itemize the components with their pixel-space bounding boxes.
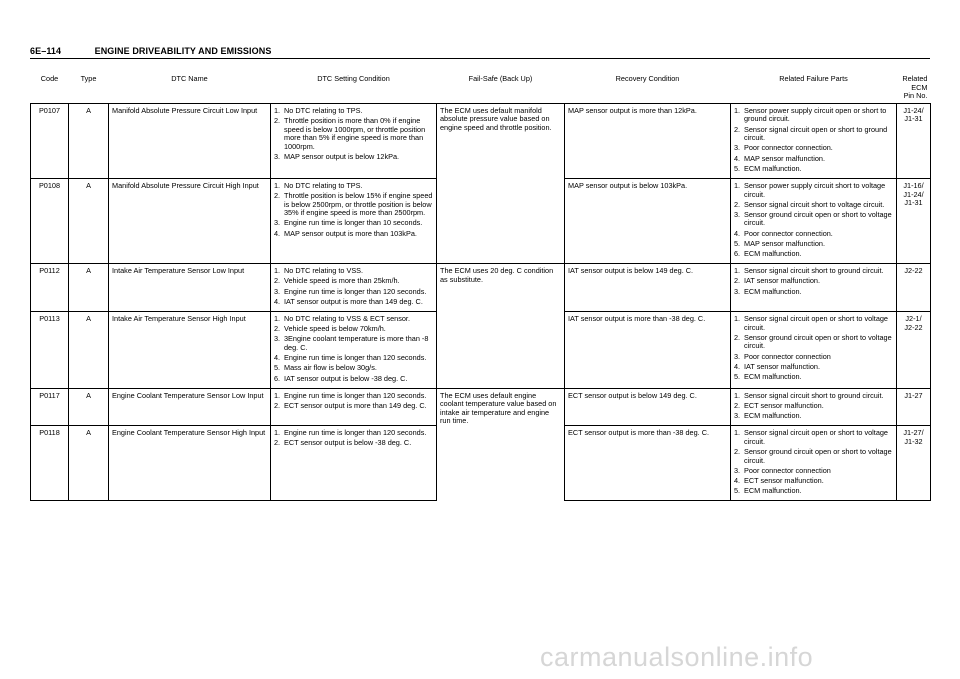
page-title: ENGINE DRIVEABILITY AND EMISSIONS bbox=[94, 46, 272, 56]
dtc-code: P0112 bbox=[31, 264, 69, 312]
list-number: 4. bbox=[734, 228, 741, 238]
list-item bbox=[274, 288, 433, 297]
list-item bbox=[734, 334, 893, 351]
list-number: 1. bbox=[734, 428, 741, 438]
list-item bbox=[274, 230, 433, 239]
list-number: 1. bbox=[734, 266, 741, 276]
header-failure-parts: Related Failure Parts bbox=[731, 72, 897, 103]
list-number: 3. bbox=[274, 218, 281, 228]
list-number: 1. bbox=[274, 105, 281, 115]
failure-parts-list bbox=[734, 429, 893, 496]
header-setting-condition: DTC Setting Condition bbox=[271, 72, 437, 103]
list-number: 1. bbox=[734, 313, 741, 323]
list-number: 3. bbox=[734, 286, 741, 296]
list-text: IAT sensor malfunction. bbox=[744, 361, 820, 371]
list-item bbox=[274, 267, 433, 276]
list-text: MAP sensor output is below 12kPa. bbox=[284, 151, 400, 161]
list-number: 6. bbox=[274, 373, 281, 383]
list-text: Sensor power supply circuit open or short to ground circuit. bbox=[744, 105, 887, 124]
list-item bbox=[734, 373, 893, 382]
list-number: 1. bbox=[734, 180, 741, 190]
list-number: 2. bbox=[274, 400, 281, 410]
dtc-type: A bbox=[69, 311, 109, 388]
list-number: 1. bbox=[274, 390, 281, 400]
list-text: Sensor signal circuit short to ground circuit. bbox=[744, 390, 884, 400]
setting-condition bbox=[271, 264, 437, 312]
list-number: 5. bbox=[734, 163, 741, 173]
list-text: Sensor ground circuit open or short to voltage circuit. bbox=[744, 447, 892, 465]
dtc-code: P0118 bbox=[31, 426, 69, 501]
list-item bbox=[274, 375, 433, 384]
pin-number: J1-16/ bbox=[903, 180, 924, 190]
failure-parts bbox=[731, 388, 897, 426]
failure-parts bbox=[731, 426, 897, 501]
list-text: Engine run time is longer than 120 seconds. bbox=[284, 286, 427, 296]
list-number: 2. bbox=[734, 447, 741, 457]
setting-condition-list bbox=[274, 392, 433, 411]
list-text: Engine run time is longer than 120 seconds. bbox=[284, 428, 427, 438]
list-item bbox=[274, 335, 433, 352]
dtc-type: A bbox=[69, 178, 109, 263]
list-item bbox=[734, 211, 893, 228]
list-text: Vehicle speed is more than 25km/h. bbox=[284, 276, 400, 286]
table-header-row bbox=[31, 72, 931, 103]
list-item bbox=[274, 107, 433, 116]
page-number: 6E–114 bbox=[30, 46, 62, 56]
list-text: Poor connector connection bbox=[744, 351, 831, 361]
list-text: Sensor signal circuit open or short to ground circuit. bbox=[744, 124, 888, 143]
list-number: 4. bbox=[274, 228, 281, 238]
list-item bbox=[734, 353, 893, 362]
list-item bbox=[734, 487, 893, 496]
list-number: 5. bbox=[734, 486, 741, 496]
list-text: MAP sensor malfunction. bbox=[744, 153, 825, 163]
list-number: 2. bbox=[274, 115, 281, 125]
page-header bbox=[30, 46, 271, 56]
ecm-pins bbox=[897, 264, 931, 312]
list-number: 4. bbox=[734, 361, 741, 371]
pin-number: J1-27 bbox=[904, 390, 923, 400]
list-item bbox=[734, 240, 893, 249]
list-text: Poor connector connection. bbox=[744, 228, 833, 238]
watermark: carmanualsonline.info bbox=[540, 642, 814, 672]
ecm-pins bbox=[897, 311, 931, 388]
list-number: 4. bbox=[274, 353, 281, 363]
pin-number: J2-1/ bbox=[905, 313, 922, 323]
list-item bbox=[734, 448, 893, 465]
dtc-type: A bbox=[69, 426, 109, 501]
list-item bbox=[734, 155, 893, 164]
failsafe-text: The ECM uses default manifold absolute pressure value based on engine speed and throttle position. bbox=[437, 103, 565, 263]
ecm-pins bbox=[897, 388, 931, 426]
list-text: No DTC relating to VSS. bbox=[284, 266, 364, 276]
list-number: 5. bbox=[734, 238, 741, 248]
list-text: Sensor signal circuit open or short to voltage circuit. bbox=[744, 428, 888, 446]
table-row bbox=[31, 264, 931, 312]
list-text: Throttle position is below 15% if engine speed is below 2500rpm, or throttle position is below 35% if engine speed is more than 2500rpm. bbox=[284, 191, 433, 218]
list-item bbox=[734, 392, 893, 401]
failure-parts bbox=[731, 178, 897, 263]
list-number: 1. bbox=[274, 266, 281, 276]
list-item bbox=[734, 467, 893, 476]
list-item bbox=[734, 250, 893, 259]
pin-number: J1-31 bbox=[904, 114, 923, 124]
list-number: 2. bbox=[734, 199, 741, 209]
list-text: 3Engine coolant temperature is more than -8 deg. C. bbox=[284, 334, 429, 352]
header-pin-line3: Pin No. bbox=[903, 91, 928, 101]
ecm-pins bbox=[897, 178, 931, 263]
list-text: ECM malfunction. bbox=[744, 411, 802, 421]
list-number: 3. bbox=[274, 151, 281, 161]
list-text: Throttle position is more than 0% if engine speed is below 1000rpm, or throttle position more than 5% if engine speed is more than 1000rpm. bbox=[284, 115, 426, 151]
list-item bbox=[734, 201, 893, 210]
list-item bbox=[274, 392, 433, 401]
dtc-type: A bbox=[69, 264, 109, 312]
table-row bbox=[31, 103, 931, 178]
list-item bbox=[734, 412, 893, 421]
dtc-name: Intake Air Temperature Sensor High Input bbox=[109, 311, 271, 388]
recovery-condition: MAP sensor output is more than 12kPa. bbox=[565, 103, 731, 178]
list-number: 2. bbox=[734, 332, 741, 342]
list-number: 3. bbox=[734, 143, 741, 153]
failure-parts bbox=[731, 264, 897, 312]
list-text: Engine run time is longer than 120 seconds. bbox=[284, 390, 427, 400]
list-number: 2. bbox=[734, 400, 741, 410]
list-item bbox=[734, 182, 893, 199]
list-number: 2. bbox=[734, 124, 741, 134]
list-text: Sensor signal circuit short to voltage circuit. bbox=[744, 199, 885, 209]
list-item bbox=[734, 126, 893, 143]
list-item bbox=[734, 402, 893, 411]
list-text: ECM malfunction. bbox=[744, 371, 802, 381]
header-pin-line1: Related bbox=[902, 74, 928, 83]
ecm-pins bbox=[897, 103, 931, 178]
list-number: 3. bbox=[734, 351, 741, 361]
list-text: ECT sensor malfunction. bbox=[744, 476, 824, 485]
list-text: No DTC relating to TPS. bbox=[284, 180, 363, 190]
list-number: 1. bbox=[734, 105, 741, 115]
header-code: Code bbox=[31, 72, 69, 103]
list-number: 1. bbox=[274, 180, 281, 190]
list-item bbox=[274, 117, 433, 151]
header-ecm-pin bbox=[897, 72, 931, 103]
list-text: IAT sensor output is below -38 deg. C. bbox=[284, 373, 408, 383]
list-item bbox=[274, 402, 433, 411]
setting-condition-list bbox=[274, 107, 433, 162]
dtc-name: Intake Air Temperature Sensor Low Input bbox=[109, 264, 271, 312]
list-number: 1. bbox=[734, 390, 741, 400]
list-text: Vehicle speed is below 70km/h. bbox=[284, 324, 386, 334]
list-item bbox=[734, 165, 893, 174]
list-number: 4. bbox=[734, 476, 741, 485]
list-text: ECT sensor output is more than 149 deg. C. bbox=[284, 400, 427, 410]
pin-number: J2-22 bbox=[904, 266, 923, 276]
list-number: 2. bbox=[274, 191, 281, 201]
list-text: Sensor ground circuit open or short to voltage circuit. bbox=[744, 332, 892, 351]
list-text: IAT sensor malfunction. bbox=[744, 276, 820, 286]
recovery-condition: ECT sensor output is more than -38 deg. C. bbox=[565, 426, 731, 501]
list-text: IAT sensor output is more than 149 deg. C. bbox=[284, 296, 423, 306]
list-text: No DTC relating to TPS. bbox=[284, 105, 363, 115]
list-item bbox=[734, 477, 893, 486]
list-number: 1. bbox=[274, 428, 281, 438]
dtc-name: Engine Coolant Temperature Sensor Low Input bbox=[109, 388, 271, 426]
list-item bbox=[274, 192, 433, 218]
header-pin-line2: ECM bbox=[911, 82, 928, 92]
failure-parts-list bbox=[734, 182, 893, 259]
setting-condition bbox=[271, 178, 437, 263]
list-number: 1. bbox=[274, 313, 281, 323]
list-item bbox=[734, 429, 893, 446]
list-number: 4. bbox=[274, 296, 281, 306]
failsafe-text: The ECM uses 20 deg. C condition as substitute. bbox=[437, 264, 565, 388]
header-dtc-name: DTC Name bbox=[109, 72, 271, 103]
list-text: Poor connector connection. bbox=[744, 143, 833, 153]
list-text: MAP sensor malfunction. bbox=[744, 238, 825, 248]
list-text: ECM malfunction. bbox=[744, 163, 802, 173]
header-rule bbox=[30, 58, 930, 59]
failure-parts-list bbox=[734, 315, 893, 382]
pin-number: J2-22 bbox=[904, 322, 923, 332]
pin-number: J1-32 bbox=[904, 436, 923, 446]
dtc-code: P0107 bbox=[31, 103, 69, 178]
list-item bbox=[734, 230, 893, 239]
list-item bbox=[274, 298, 433, 307]
list-text: ECM malfunction. bbox=[744, 249, 802, 259]
setting-condition-list bbox=[274, 429, 433, 448]
dtc-name: Engine Coolant Temperature Sensor High Input bbox=[109, 426, 271, 501]
failure-parts bbox=[731, 311, 897, 388]
setting-condition-list bbox=[274, 267, 433, 306]
list-text: ECT sensor malfunction. bbox=[744, 400, 824, 410]
list-text: Engine run time is longer than 10 seconds. bbox=[284, 218, 423, 228]
list-number: 5. bbox=[734, 371, 741, 381]
recovery-condition: ECT sensor output is below 149 deg. C. bbox=[565, 388, 731, 426]
list-item bbox=[274, 182, 433, 191]
recovery-condition: MAP sensor output is below 103kPa. bbox=[565, 178, 731, 263]
pin-number: J1-27/ bbox=[903, 428, 924, 438]
dtc-code: P0113 bbox=[31, 311, 69, 388]
dtc-type: A bbox=[69, 103, 109, 178]
list-number: 2. bbox=[274, 324, 281, 334]
dtc-table bbox=[30, 72, 931, 501]
list-text: ECM malfunction. bbox=[744, 486, 802, 496]
list-text: Sensor signal circuit short to ground circuit. bbox=[744, 266, 884, 276]
list-text: Sensor power supply circuit short to voltage circuit. bbox=[744, 180, 886, 199]
table-row bbox=[31, 388, 931, 426]
dtc-code: P0117 bbox=[31, 388, 69, 426]
setting-condition bbox=[271, 311, 437, 388]
list-number: 4. bbox=[734, 153, 741, 163]
recovery-condition: IAT sensor output is more than -38 deg. C. bbox=[565, 311, 731, 388]
list-item bbox=[274, 439, 433, 448]
table-body bbox=[31, 103, 931, 501]
list-item bbox=[274, 325, 433, 334]
list-item bbox=[734, 144, 893, 153]
setting-condition-list bbox=[274, 182, 433, 238]
recovery-condition: IAT sensor output is below 149 deg. C. bbox=[565, 264, 731, 312]
setting-condition bbox=[271, 103, 437, 178]
dtc-code: P0108 bbox=[31, 178, 69, 263]
setting-condition bbox=[271, 388, 437, 426]
list-item bbox=[734, 363, 893, 372]
list-text: ECT sensor output is below -38 deg. C. bbox=[284, 438, 412, 448]
list-item bbox=[274, 315, 433, 324]
list-number: 3. bbox=[734, 411, 741, 421]
list-item bbox=[274, 364, 433, 373]
list-text: MAP sensor output is more than 103kPa. bbox=[284, 228, 417, 238]
dtc-name: Manifold Absolute Pressure Circuit High Input bbox=[109, 178, 271, 263]
failure-parts-list bbox=[734, 267, 893, 296]
header-failsafe: Fail-Safe (Back Up) bbox=[437, 72, 565, 103]
list-item bbox=[734, 315, 893, 332]
failure-parts bbox=[731, 103, 897, 178]
list-item bbox=[734, 277, 893, 286]
list-text: Sensor ground circuit open or short to voltage circuit. bbox=[744, 209, 892, 228]
list-item bbox=[274, 277, 433, 286]
list-item bbox=[734, 288, 893, 297]
list-item bbox=[274, 429, 433, 438]
ecm-pins bbox=[897, 426, 931, 501]
setting-condition bbox=[271, 426, 437, 501]
list-item bbox=[274, 219, 433, 228]
setting-condition-list bbox=[274, 315, 433, 383]
list-text: Poor connector connection bbox=[744, 465, 831, 475]
list-number: 2. bbox=[734, 276, 741, 286]
list-text: No DTC relating to VSS & ECT sensor. bbox=[284, 313, 410, 323]
dtc-type: A bbox=[69, 388, 109, 426]
header-recovery-condition: Recovery Condition bbox=[565, 72, 731, 103]
pin-number: J1-31 bbox=[904, 198, 923, 208]
list-text: Mass air flow is below 30g/s. bbox=[284, 363, 377, 373]
failure-parts-list bbox=[734, 107, 893, 174]
list-number: 3. bbox=[734, 465, 741, 475]
list-text: Sensor signal circuit open or short to voltage circuit. bbox=[744, 313, 888, 332]
list-number: 3. bbox=[734, 209, 741, 219]
list-number: 2. bbox=[274, 276, 281, 286]
list-item bbox=[734, 267, 893, 276]
pin-number: J1-24/ bbox=[903, 105, 924, 115]
failure-parts-list bbox=[734, 392, 893, 421]
header-type: Type bbox=[69, 72, 109, 103]
list-item bbox=[274, 354, 433, 363]
pin-number: J1-24/ bbox=[903, 189, 924, 199]
list-number: 5. bbox=[274, 363, 281, 373]
list-text: ECM malfunction. bbox=[744, 286, 802, 296]
list-item bbox=[734, 107, 893, 124]
list-number: 2. bbox=[274, 438, 281, 448]
list-item bbox=[274, 153, 433, 162]
list-number: 3. bbox=[274, 286, 281, 296]
list-number: 6. bbox=[734, 249, 741, 259]
dtc-name: Manifold Absolute Pressure Circuit Low Input bbox=[109, 103, 271, 178]
list-number: 3. bbox=[274, 334, 281, 344]
failsafe-text: The ECM uses default engine coolant temperature value based on intake air temperature and engine run time. bbox=[437, 388, 565, 501]
list-text: Engine run time is longer than 120 seconds. bbox=[284, 353, 427, 363]
